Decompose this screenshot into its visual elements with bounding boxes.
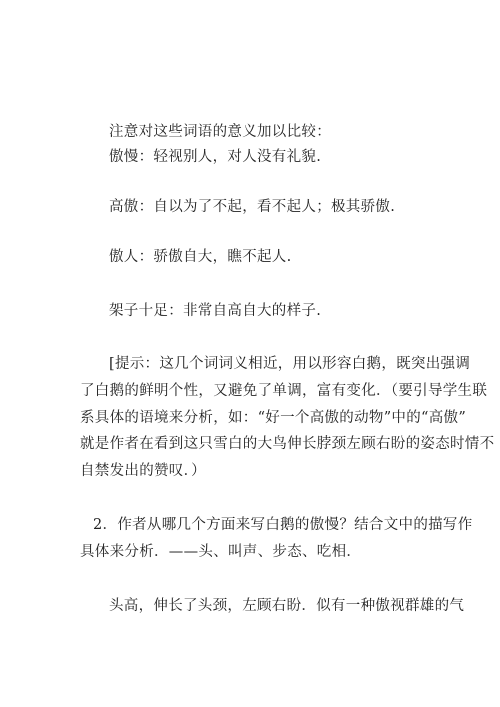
hint-line-2: 了白鹅的鲜明个性，又避免了单调，富有变化．（要引导学生联 (80, 383, 488, 399)
definition-jiazi: 架子十足：非常自高自大的样子. (109, 303, 322, 319)
hint-line-5: 自禁发出的赞叹．） (80, 463, 206, 479)
hint-line-1: [提示：这几个词词义相近，用以形容白鹅，既突出强调 (109, 356, 471, 372)
question-line-2: 具体来分析．——头、叫声、步态、吃相． (80, 544, 362, 560)
definition-aoren: 傲人：骄傲自大，瞧不起人. (109, 249, 292, 265)
hint-line-4: 就是作者在看到这只雪白的大鸟伸长脖颈左顾右盼的姿态时情不 (80, 436, 495, 452)
answer-line: 头高，伸长了头颈，左顾右盼．似有一种傲视群雄的气 (109, 598, 465, 614)
compare-intro: 注意对这些词语的意义加以比较： (109, 124, 331, 140)
definition-aoman: 傲慢：轻视别人，对人没有礼貌. (109, 149, 322, 165)
definition-gaoao: 高傲：自以为了不起，看不起人；极其骄傲. (109, 199, 396, 215)
hint-line-3: 系具体的语境来分析，如：“好一个高傲的动物”中的“高傲” (80, 410, 467, 426)
question-line-1: 2．作者从哪几个方面来写白鹅的傲慢？结合文中的描写作 (93, 517, 473, 533)
